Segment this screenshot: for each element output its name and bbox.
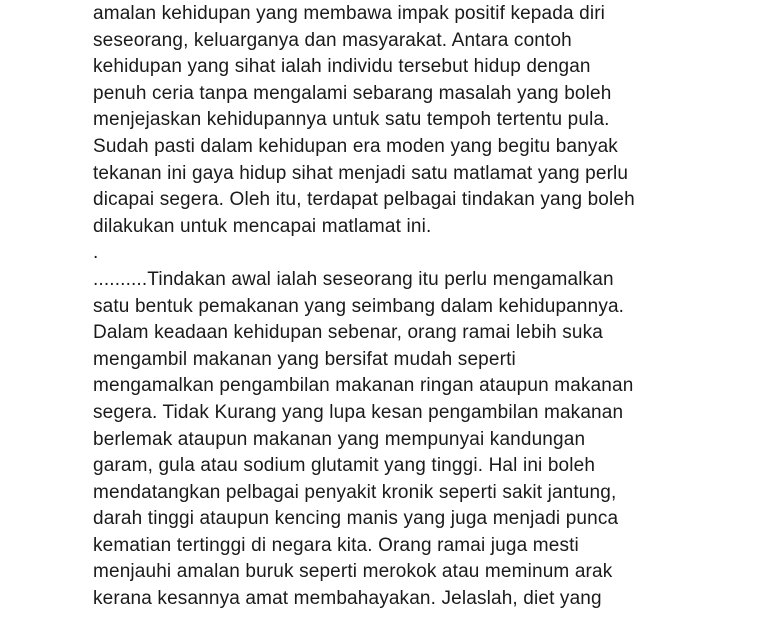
text-line: satu bentuk pemakanan yang seimbang dalam kehidupannya.: [93, 295, 625, 317]
text-line: Dalam keadaan kehidupan sebenar, orang ramai lebih suka: [93, 322, 603, 344]
text-line: kerana kesannya amat membahayakan. Jelaslah, diet yang: [93, 588, 602, 610]
text-line: menjejaskan kehidupannya untuk satu tempoh tertentu pula.: [93, 109, 610, 131]
text-line: seseorang, keluarganya dan masyarakat. Antara contoh: [93, 29, 572, 51]
text-line: mengamalkan pengambilan makanan ringan ataupun makanan: [93, 375, 634, 397]
text-line: amalan kehidupan yang membawa impak positif kepada diri: [93, 3, 606, 24]
text-line: garam, gula atau sodium glutamit yang tinggi. Hal ini boleh: [93, 455, 596, 477]
text-line: ..........Tindakan awal ialah seseorang itu perlu mengamalkan: [93, 268, 614, 290]
text-line: dilakukan untuk mencapai matlamat ini.: [93, 215, 432, 237]
text-line: kematian tertinggi di negara kita. Orang ramai juga mesti: [93, 534, 579, 556]
text-line: berlemak ataupun makanan yang mempunyai kandungan: [93, 428, 586, 450]
text-line: penuh ceria tanpa mengalami sebarang masalah yang boleh: [93, 82, 612, 104]
text-line: mendatangkan pelbagai penyakit kronik seperti sakit jantung,: [93, 481, 617, 503]
text-line: kehidupan yang sihat ialah individu tersebut hidup dengan: [93, 56, 591, 78]
text-line: darah tinggi ataupun kencing manis yang juga menjadi punca: [93, 508, 619, 530]
essay-body: [93, 1, 713, 613]
text-line: Sudah pasti dalam kehidupan era moden yang begitu banyak: [93, 135, 618, 157]
text-line: mengambil makanan yang bersifat mudah seperti: [93, 348, 516, 370]
text-line: segera. Tidak Kurang yang lupa kesan pengambilan makanan: [93, 401, 624, 423]
text-line: dicapai segera. Oleh itu, terdapat pelbagai tindakan yang boleh: [93, 189, 635, 211]
text-line: menjauhi amalan buruk seperti merokok atau meminum arak: [93, 561, 613, 583]
text-line: tekanan ini gaya hidup sihat menjadi satu matlamat yang perlu: [93, 162, 629, 184]
text-line: .: [93, 242, 99, 264]
